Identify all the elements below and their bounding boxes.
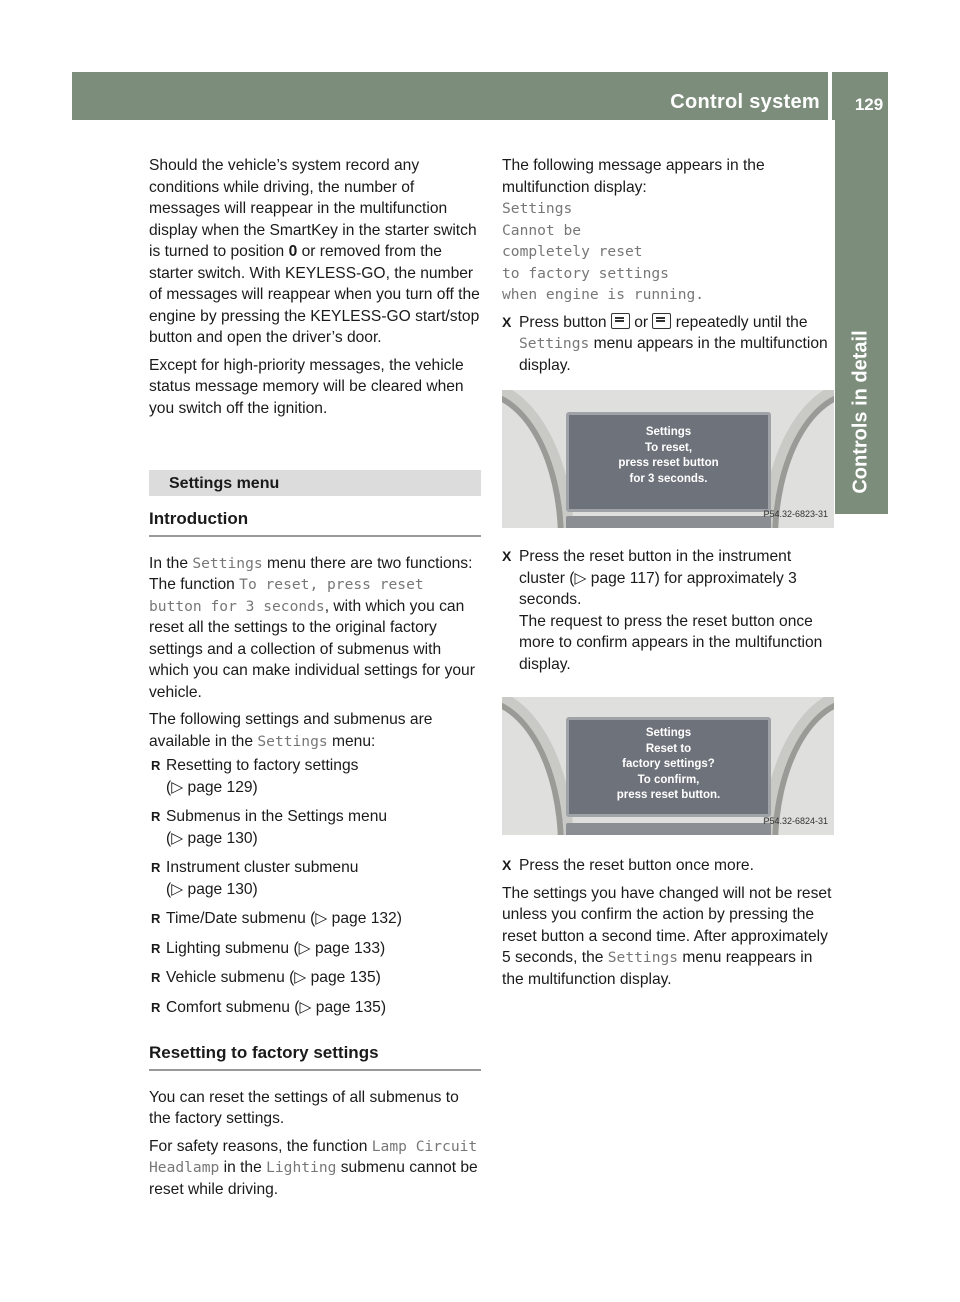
- text: The request to press the reset button once more to confirm appears in the multifunction display.: [519, 612, 823, 673]
- screen-line: Settings: [645, 426, 692, 438]
- menu-button-icon: [652, 313, 671, 329]
- list-item: R Comfort submenu (▷ page 135): [149, 997, 481, 1019]
- chapter-title: Control system: [670, 91, 820, 113]
- display-text: Settings: [519, 335, 590, 352]
- section-tab-label: Controls in detail: [849, 330, 872, 494]
- paragraph: [502, 883, 834, 991]
- display-text: Lamp Circuit Headlamp: [149, 1137, 478, 1176]
- text: The following settings and submenus are available in the: [149, 711, 433, 750]
- text: menu:: [327, 732, 376, 750]
- display-bar: [566, 823, 771, 835]
- list-item: R Instrument cluster submenu (▷ page 130): [149, 857, 481, 900]
- text: Press the reset button in the instrument cluster (▷ page 117) for approximately 3 seconds.: [519, 548, 797, 608]
- instruction-step: [502, 546, 834, 675]
- text: Press the reset button once more.: [519, 857, 754, 874]
- instruction-step: [502, 312, 834, 377]
- list-item: R Resetting to factory settings (▷ page 129): [149, 755, 481, 798]
- screen-line: press reset button.: [616, 789, 721, 801]
- step-marker-icon: X: [502, 857, 512, 873]
- text: or: [629, 313, 653, 331]
- page-number: 129: [854, 95, 884, 114]
- gauge-dial: [502, 390, 574, 528]
- screen-line: To reset,: [644, 441, 693, 454]
- image-code: P54.32-6823-31: [763, 508, 828, 519]
- right-column: [502, 155, 834, 990]
- display-text: Settings: [257, 732, 328, 750]
- message-line: Cannot be: [502, 221, 582, 239]
- text: In the: [149, 554, 193, 572]
- step-marker-icon: X: [502, 313, 512, 330]
- text: repeatedly until the: [671, 313, 808, 331]
- paragraph: Except for high-priority messages, the vehicle status message memory will be cleared when you switch off the ignition.: [149, 356, 464, 417]
- message-line: completely reset: [502, 243, 643, 260]
- cluster-photo: [502, 390, 834, 528]
- screen-line: To confirm,: [637, 773, 700, 786]
- cluster-photo: [502, 697, 834, 835]
- text: The settings you have changed will not be reset unless you confirm the action by pressing the reset button a second time. After approximately 5 seconds, the: [502, 884, 832, 966]
- screen-line: for 3 seconds.: [629, 472, 708, 485]
- paragraph: [149, 553, 481, 704]
- text: or removed from the starter switch. With KEYLESS-GO, the number of messages will reappear when you turn off the engine by pressing the KEYLESS-GO start/stop button and open the driver’s door.: [149, 243, 480, 346]
- display-bar: [566, 516, 771, 528]
- list-item: R Time/Date submenu (▷ page 132): [149, 908, 481, 930]
- text: submenu cannot be reset while driving.: [149, 1159, 478, 1198]
- paragraph: [149, 1136, 481, 1201]
- message-line: when engine is running.: [502, 286, 705, 303]
- list-item: R Submenus in the Settings menu (▷ page 130): [149, 806, 481, 849]
- text: For safety reasons, the function: [149, 1137, 372, 1155]
- paragraph: [149, 709, 481, 752]
- message-line: to factory settings: [502, 264, 669, 282]
- list-item: R Lighting submenu (▷ page 133): [149, 938, 481, 960]
- text: Press button: [519, 313, 611, 331]
- display-text: Settings: [192, 554, 263, 572]
- display-screen: [566, 717, 771, 817]
- display-screen: [566, 412, 771, 512]
- gauge-dial: [502, 697, 574, 835]
- screen-line: press reset button: [618, 457, 719, 469]
- display-text: To reset, press reset button for 3 seconds: [149, 576, 424, 615]
- list-item: R Vehicle submenu (▷ page 135): [149, 967, 481, 989]
- paragraph: You can reset the settings of all submenus to the factory settings.: [149, 1088, 459, 1127]
- text: menu reappears in the multifunction display.: [502, 949, 813, 988]
- bold-text: 0: [288, 243, 298, 260]
- header-separator: [828, 72, 832, 120]
- instruction-step: [502, 855, 834, 877]
- text: menu there are two functions: The function: [149, 554, 473, 593]
- sub-heading: Introduction: [149, 508, 481, 537]
- image-code: P54.32-6824-31: [763, 815, 828, 826]
- text: menu appears in the multifunction display.: [519, 335, 828, 374]
- header-separator: [903, 72, 907, 120]
- left-column: [149, 155, 481, 1200]
- message-line: Settings: [502, 200, 573, 217]
- text: in the: [219, 1159, 267, 1176]
- display-text: Settings: [607, 949, 679, 966]
- display-text: Lighting: [266, 1159, 337, 1176]
- sub-heading: Resetting to factory settings: [149, 1042, 481, 1071]
- screen-line: factory settings?: [622, 758, 715, 770]
- sidebar-bar: [835, 120, 888, 310]
- display-message: [502, 198, 834, 306]
- section-banner: Settings menu: [149, 470, 481, 496]
- bullet-list: [149, 755, 481, 1018]
- step-marker-icon: X: [502, 548, 512, 564]
- text: , with which you can reset all the settings to the original factory settings and a collection of submenus with which you can make individual settings for your vehicle.: [149, 597, 475, 701]
- screen-line: Settings: [645, 727, 692, 739]
- page-header: [72, 72, 888, 120]
- menu-button-icon: [611, 313, 630, 329]
- text: Should the vehicle’s system record any conditions while driving, the number of messages will reappear in the multifunction display when the SmartKey in the starter switch is turned to position: [149, 157, 477, 260]
- paragraph: The following message appears in the multifunction display:: [502, 157, 765, 196]
- screen-line: Reset to: [645, 742, 692, 755]
- paragraph: [149, 155, 481, 349]
